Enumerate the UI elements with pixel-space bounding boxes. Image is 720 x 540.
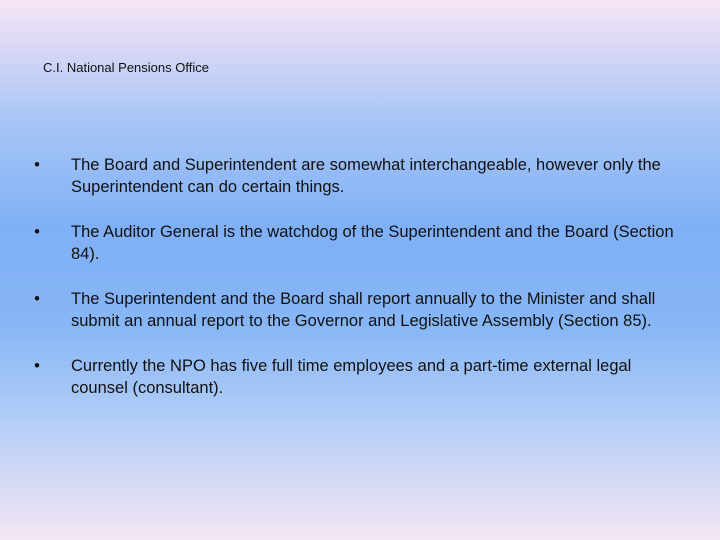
bullet-item-auditor-general [30, 221, 690, 265]
bullet-icon: • [34, 223, 40, 241]
bullet-text: The Superintendent and the Board shall report annually to the Minister and shall submit an annual report to the Governor and Legislative Assembly (Section 85). [71, 290, 656, 330]
bullet-list [30, 154, 690, 422]
bullet-item-annual-report [30, 288, 690, 332]
bullet-text: The Board and Superintendent are somewhat interchangeable, however only the Superintendent can do certain things. [71, 156, 661, 196]
bullet-icon: • [34, 290, 40, 308]
bullet-item-board-superintendent [30, 154, 690, 198]
bullet-text: The Auditor General is the watchdog of the Superintendent and the Board (Section 84). [71, 223, 674, 263]
slide-header: C.I. National Pensions Office [43, 60, 209, 75]
bullet-text: Currently the NPO has five full time employees and a part-time external legal counsel (consultant). [71, 357, 632, 397]
bullet-item-employees [30, 355, 690, 399]
bullet-icon: • [34, 357, 40, 375]
bullet-icon: • [34, 156, 40, 174]
